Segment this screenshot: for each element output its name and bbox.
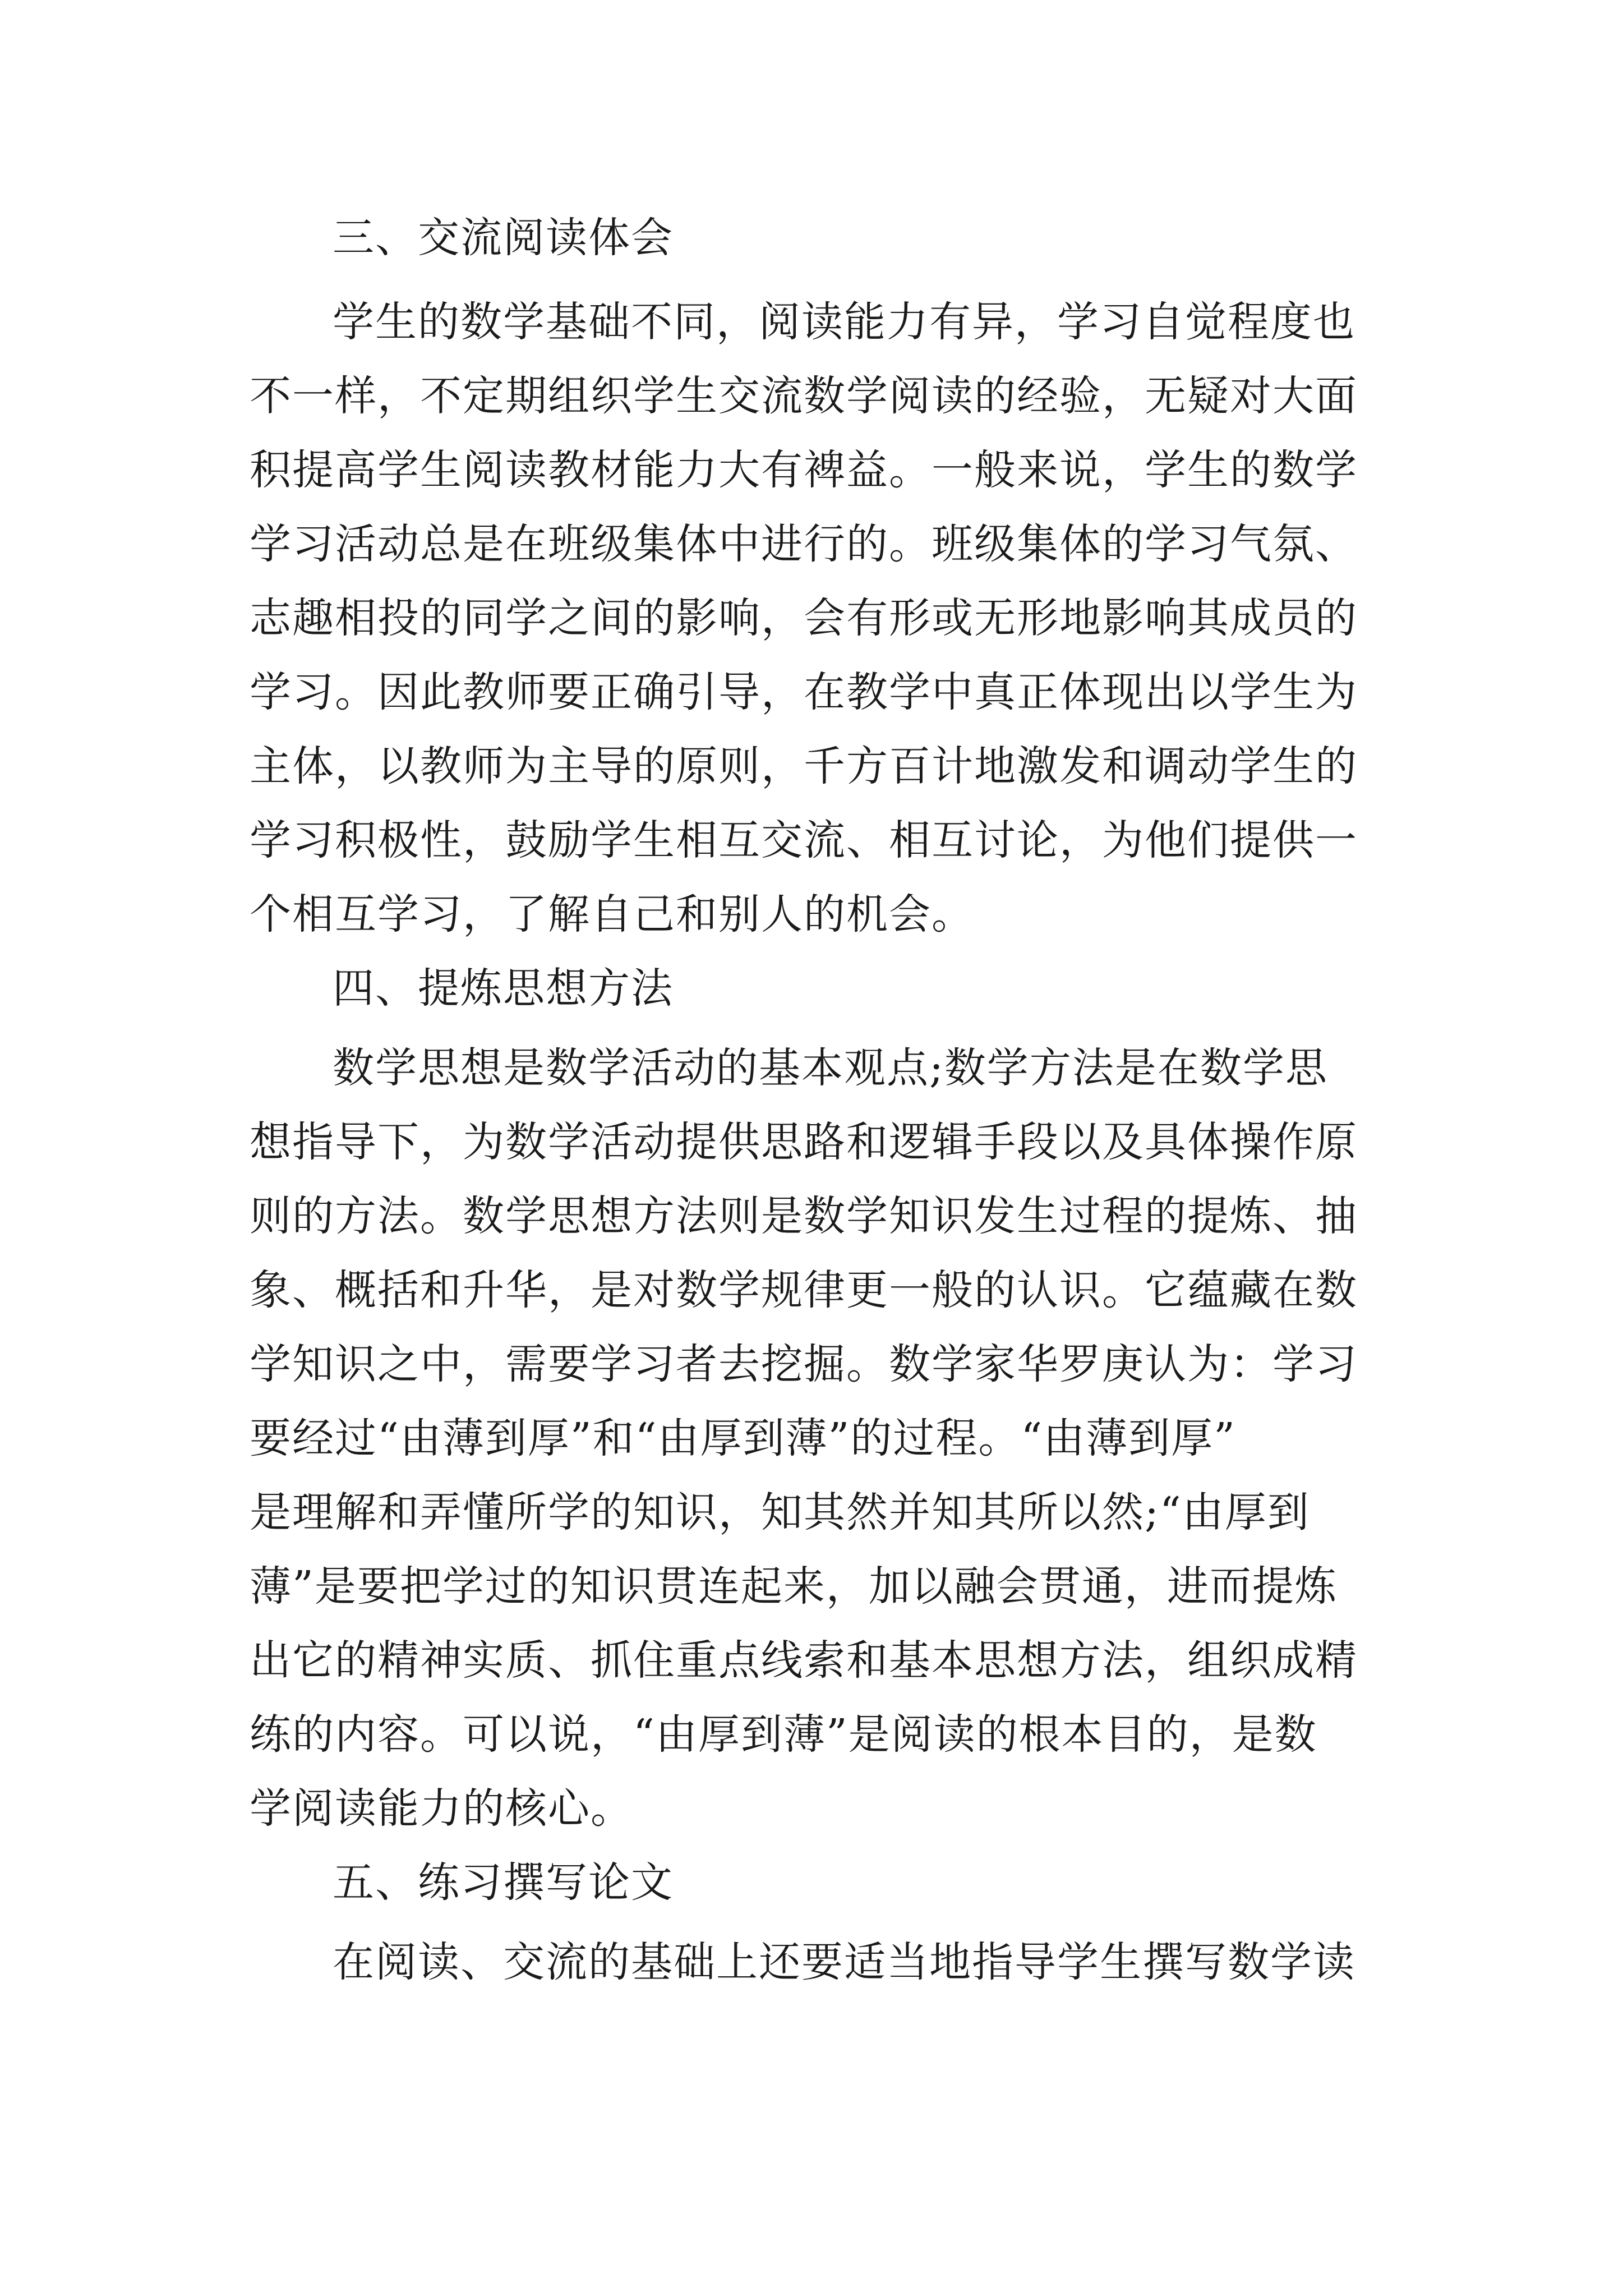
paragraph-line: 个相互学习，了解自己和别人的机会。 [250,890,974,938]
paragraph-line: 学生的数学基础不同，阅读能力有异，学习自觉程度也 [333,298,1355,346]
paragraph-line: 要经过“由薄到厚”和“由厚到薄”的过程。“由薄到厚” [250,1414,1236,1462]
paragraph-line: 想指导下，为数学活动提供思路和逻辑手段以及具体操作原 [250,1118,1358,1166]
paragraph-line: 学阅读能力的核心。 [250,1784,633,1833]
paragraph-line: 则的方法。数学思想方法则是数学知识发生过程的提炼、抽 [250,1192,1358,1240]
paragraph-line: 学习积极性，鼓励学生相互交流、相互讨论，为他们提供一 [250,816,1358,864]
paragraph-line: 志趣相投的同学之间的影响，会有形或无形地影响其成员的 [250,594,1358,642]
section-heading-3: 三、交流阅读体会 [333,214,674,262]
paragraph-line: 薄”是要把学过的知识贯连起来，加以融会贯通，进而提炼 [250,1562,1338,1611]
paragraph-line: 象、概括和升华，是对数学规律更一般的认识。它蕴藏在数 [250,1266,1358,1314]
paragraph-line: 在阅读、交流的基础上还要适当地指导学生撰写数学读 [333,1938,1355,1986]
paragraph-line: 不一样，不定期组织学生交流数学阅读的经验，无疑对大面 [250,372,1358,420]
paragraph-line: 是理解和弄懂所学的知识，知其然并知其所以然;“由厚到 [250,1488,1310,1536]
section-heading-5: 五、练习撰写论文 [333,1858,674,1907]
section-heading-4: 四、提炼思想方法 [333,964,674,1013]
paragraph-line: 学知识之中，需要学习者去挖掘。数学家华罗庚认为：学习 [250,1340,1358,1388]
paragraph-line: 主体，以教师为主导的原则，千方百计地激发和调动学生的 [250,742,1358,790]
paragraph-line: 出它的精神实质、抓住重点线索和基本思想方法，组织成精 [250,1636,1358,1685]
paragraph-line: 积提高学生阅读教材能力大有裨益。一般来说，学生的数学 [250,446,1358,494]
paragraph-line: 练的内容。可以说，“由厚到薄”是阅读的根本目的，是数 [250,1710,1317,1759]
paragraph-line: 学习活动总是在班级集体中进行的。班级集体的学习气氛、 [250,520,1358,568]
paragraph-line: 学习。因此教师要正确引导，在教学中真正体现出以学生为 [250,668,1358,716]
paragraph-line: 数学思想是数学活动的基本观点;数学方法是在数学思 [333,1044,1328,1092]
